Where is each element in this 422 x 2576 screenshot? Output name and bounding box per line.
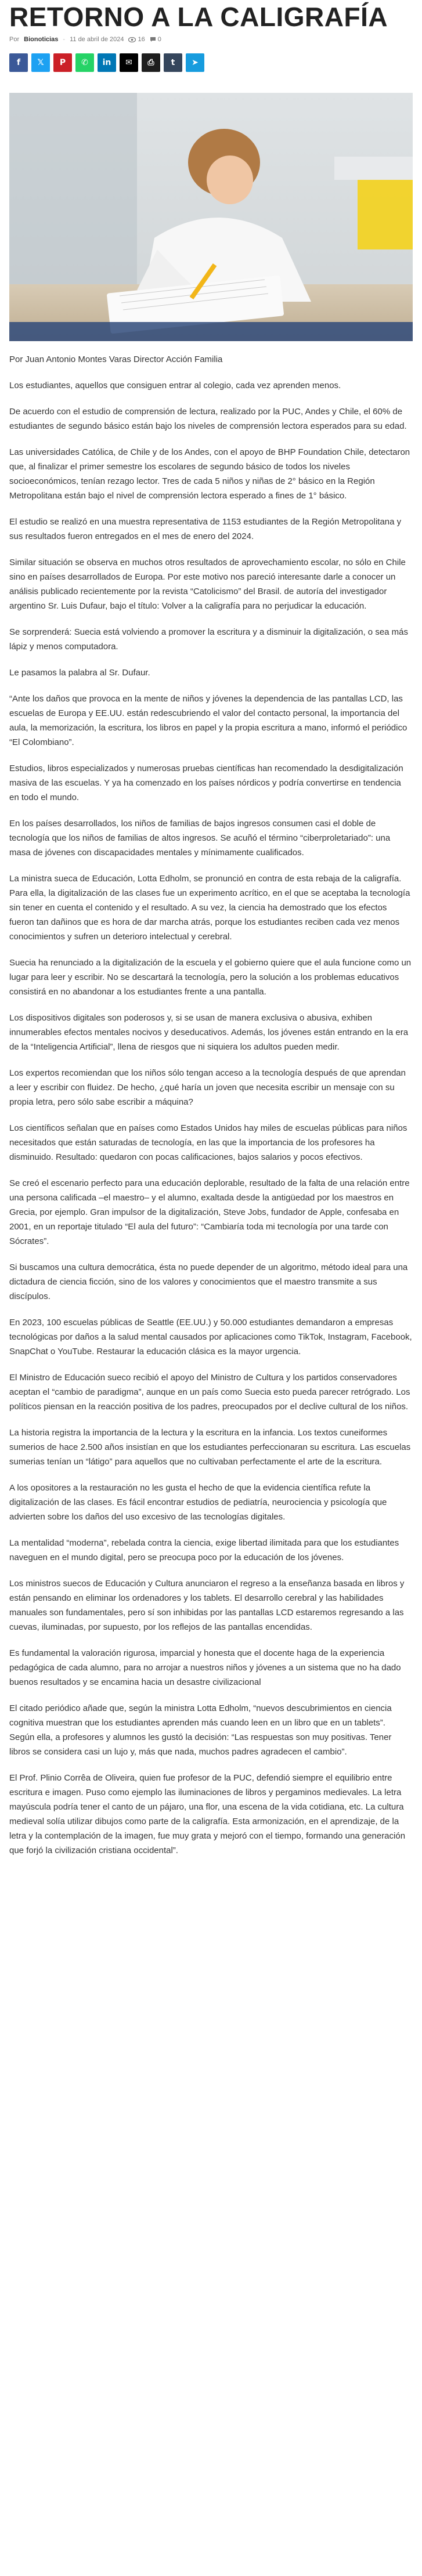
meta-date: 11 de abril de 2024 <box>70 36 124 43</box>
tumblr-icon: t <box>171 58 175 67</box>
article-body <box>9 378 413 1858</box>
paragraph: Se creó el escenario perfecto para una educación deplorable, resultado de la falta de una relación entre una persona calificada –el maestro– y el alumno, exaltada desde la antigüedad por los maestros en Grecia, por ejemplo. Gran impulsor de la digitalización, Steve Jobs, fundador de Apple, confesaba en 2001, en un reportaje titulado “El aula del futuro”: “Cambiaría toda mi tecnología por una tarde con Sócrates”. <box>9 1178 410 1246</box>
paragraph: La mentalidad “moderna”, rebelada contra la ciencia, exige libertad ilimitada para que los estudiantes naveguen en el mundo digital, pero se preocupa poco por la educación de los jóvenes. <box>9 1538 399 1562</box>
paragraph: Los dispositivos digitales son poderosos y, si se usan de manera exclusiva o abusiva, exhiben innumerables efectos mentales nocivos y deseducativos. Además, los jóvenes están entrando en la era de la “Inteligencia Artificial”, llena de riesgos que ni siquiera los adultos pueden medir. <box>9 1013 409 1052</box>
paragraph: En 2023, 100 escuelas públicas de Seattle (EE.UU.) y 50.000 estudiantes demandaron a empresas tecnológicas por daños a la salud mental causados por aplicaciones como TikTok, Instagram, Facebook, SnapChat o YouTube. Restaurar la educación clásica es la mayor urgencia. <box>9 1318 412 1356</box>
pinterest-icon: P <box>59 58 66 67</box>
paragraph <box>9 555 413 613</box>
print-icon: ⎙ <box>147 58 154 67</box>
meta-author-link[interactable]: Bionoticias <box>24 36 59 43</box>
paragraph: Los científicos señalan que en países como Estados Unidos hay miles de escuelas públicas para niños necesitados que están saturadas de tecnología, en las que la importancia de los profesores ha disminuido. Resultado: quedaron con pocas calificaciones, bajos salarios y pocos efectivos. <box>9 1123 407 1162</box>
email-share-button[interactable] <box>120 53 138 72</box>
paragraph: Suecia ha renunciado a la digitalización de la escuela y el gobierno quiere que el aula funcione como un lugar para leer y escribir. No se descartará la tecnología, pero la solución a los problemas educativos consistirá en no abandonar a los estudiantes frente a una pantalla. <box>9 958 412 997</box>
telegram-share-button[interactable] <box>186 53 204 72</box>
twitter-icon: 𝕏 <box>37 58 44 67</box>
article-title: RETORNO A LA CALIGRAFÍA <box>9 2 388 32</box>
pinterest-share-button[interactable] <box>53 53 72 72</box>
print-share-button[interactable] <box>142 53 160 72</box>
share-buttons <box>9 53 413 72</box>
article-meta <box>9 36 413 43</box>
paragraph: El citado periódico añade que, según la ministra Lotta Edholm, “nuevos descubrimientos en ciencia cognitiva muestran que los estudiantes aprenden más cuando leen en un libro que en un tablets”. Según ella, a profesores y alumnos les gustó la decisión: “Las respuestas son muy positivas. Tener libros se considera casi un lujo y, más que nada, muchos padres agradecen el cambio”. <box>9 1703 392 1757</box>
telegram-icon: ➤ <box>192 58 199 67</box>
article-byline: Por Juan Antonio Montes Varas Director Acción Familia <box>9 354 223 364</box>
paragraph: Las universidades Católica, de Chile y de los Andes, con el apoyo de BHP Foundation Chile, detectaron que, al finalizar el primer semestre los escolares de segundo básico de todos los niveles socioeconómicos, tenían rezago lector. Tres de cada 5 niños y niñas de 2° básico en la Región Metropolitana están bajo el nivel de comprensión lectora esperado a fines de 1° básico. <box>9 447 410 501</box>
paragraph: De acuerdo con el estudio de comprensión de lectura, realizado por la PUC, Andes y Chile, el 60% de estudiantes de segundo básico están bajo los niveles de comprensión lectora esperados para su edad. <box>9 407 407 431</box>
meta-prefix: Por <box>9 36 20 43</box>
paragraph: Le pasamos la palabra al Sr. Dufaur. <box>9 668 150 678</box>
meta-separator: - <box>63 36 66 43</box>
meta-views <box>128 36 145 43</box>
paragraph: Los expertos recomiendan que los niños sólo tengan acceso a la tecnología después de que aprendan a leer y escribir con fluidez. De hecho, ¿qué haría un joven que necesita escribir un mensaje con su propia letra, pero sólo sabe escribir a máquina? <box>9 1068 406 1107</box>
paragraph: El Prof. Plinio Corrêa de Oliveira, quien fue profesor de la PUC, defendió siempre el equilibrio entre escritura e imagen. Puso como ejemplo las iluminaciones de libros y pergaminos medievales. La letra mayúscula podría tener el canto de un pájaro, una flor, una escena de la vida cotidiana, etc. La cultura medieval solía utilizar dibujos como parte de la caligrafía. Esta armonización, en el aprendizaje, de la letra y la contemplación de la imagen, fue muy grata y mejoró con el tiempo, formando una generación que forjó la civilización cristiana occidental”. <box>9 1773 406 1855</box>
paragraph: “Ante los daños que provoca en la mente de niños y jóvenes la dependencia de las pantallas LCD, las escuelas de Europa y EE.UU. están redescubriendo el valor del contacto personal, la importancia del aula, la memorización, la escritura, los libros en papel y la propia escritura a mano, informó el periódico “El Colombiano”. <box>9 694 407 747</box>
eye-icon <box>128 37 136 42</box>
paragraph: La historia registra la importancia de la lectura y la escritura en la infancia. Los textos cuneiformes sumerios de hace 2.500 años insistían en que los estudiantes perfeccionaran su escritura. Las escuelas sumerias tenían un “látigo” para aquellos que no cultivaban perfectamente el arte de la escritura. <box>9 1428 411 1467</box>
whatsapp-share-button[interactable] <box>75 53 94 72</box>
facebook-share-button[interactable] <box>9 53 28 72</box>
paragraph: Los estudiantes, aquellos que consiguen entrar al colegio, cada vez aprenden menos. <box>9 381 341 390</box>
paragraph-indented: El estudio se realizó en una muestra representativa de 1153 estudiantes de la Región Metropolitana y sus resultados fueron entregados en el mes de enero del 2024. <box>9 517 402 541</box>
hero-image <box>9 93 413 341</box>
linkedin-share-button[interactable] <box>98 53 116 72</box>
comment-icon <box>150 37 156 42</box>
paragraph: Es fundamental la valoración rigurosa, imparcial y honesta que el docente haga de la experiencia pedagógica de cada alumno, para no arrojar a nuestros niños y jóvenes a un sistema que no ha dado buenos resultados y se encamina hacia un desastre civilizacional <box>9 1648 401 1687</box>
facebook-icon: f <box>16 58 21 67</box>
linkedin-icon: in <box>102 58 111 67</box>
meta-views-count: 16 <box>138 36 145 43</box>
paragraph: La ministra sueca de Educación, Lotta Edholm, se pronunció en contra de esta rebaja de la caligrafía. Para ella, la digitalización de las clases fue un experimento acrítico, en el que se aceptaba la tecnología sin tener en cuenta el contenido y el resultado. A su vez, la ciencia ha demostrado que los efectos fueron tan dañinos que es hora de dar marcha atrás, porque los estudiantes reciben cada vez menos conocimientos y sufren un deterioro intelectual y cerebral. <box>9 874 410 942</box>
meta-comments[interactable] <box>150 36 161 43</box>
paragraph: Estudios, libros especializados y numerosas pruebas científicas han recomendado la desdigitalización masiva de las escuelas. Y ya ha comenzado en los países nórdicos y podría convertirse en tendencia en todo el mundo. <box>9 764 403 802</box>
meta-comments-count: 0 <box>157 36 161 43</box>
paragraph: En los países desarrollados, los niños de familias de bajos ingresos consumen casi el doble de tecnología que los niños de familias de altos ingresos. Se acuñó el término “ciberproletariado”: una masa de jóvenes con discapacidades mentales y mínimamente cualificados. <box>9 819 391 858</box>
tumblr-share-button[interactable] <box>164 53 182 72</box>
paragraph: Los ministros suecos de Educación y Cultura anunciaron el regreso a la enseñanza basada en libros y están pensando en eliminar los ordenadores y los tablets. El desarrollo cerebral y las habilidades manuales son fundamentales, pero sí son inhibidas por las pantallas LCD estaremos regresando a las cuevas, iluminadas, por supuesto, por los reflejos de las pantallas encendidas. <box>9 1579 405 1632</box>
paragraph-text: Similar situación se observa en muchos otros resultados de aprovechamiento escolar, no sólo en Chile sino en países desarrollados de Europa. Por este motivo nos pareció interesante darle a conocer un análisis publicado recientemente por la revista “Catolicismo” del Brasil. de autoría del investigador argentino Sr. Luis Dufaur, bajo el título: Volver a la caligrafía para no perjudicar la educación. <box>9 558 406 611</box>
paragraph: Se sorprenderá: Suecia está volviendo a promover la escritura y a disminuir la digitalización, o sea más lápiz y menos computadora. <box>9 627 409 652</box>
paragraph: El Ministro de Educación sueco recibió el apoyo del Ministro de Cultura y los partidos conservadores aceptan el “cambio de paradigma”, aunque en un país como Suecia esto pueda parecer retrógrado. Los políticos piensan en la reacción positiva de los padres, preocupados por el declive cultural de los niños. <box>9 1373 410 1412</box>
whatsapp-icon: ✆ <box>81 58 88 67</box>
paragraph: Si buscamos una cultura democrática, ésta no puede depender de un algoritmo, método ideal para una dictadura de ciencia ficción, sino de los valores y conocimientos que el maestro transmite a sus discípulos. <box>9 1262 408 1301</box>
twitter-share-button[interactable] <box>31 53 50 72</box>
child-writing-illustration <box>9 93 413 341</box>
email-icon: ✉ <box>125 58 132 67</box>
paragraph: A los opositores a la restauración no les gusta el hecho de que la evidencia científica refute la digitalización de las clases. Es fácil encontrar estudios de pediatría, neurociencia y psicología que advierten sobre los daños del uso excesivo de las tecnologías digitales. <box>9 1483 387 1522</box>
